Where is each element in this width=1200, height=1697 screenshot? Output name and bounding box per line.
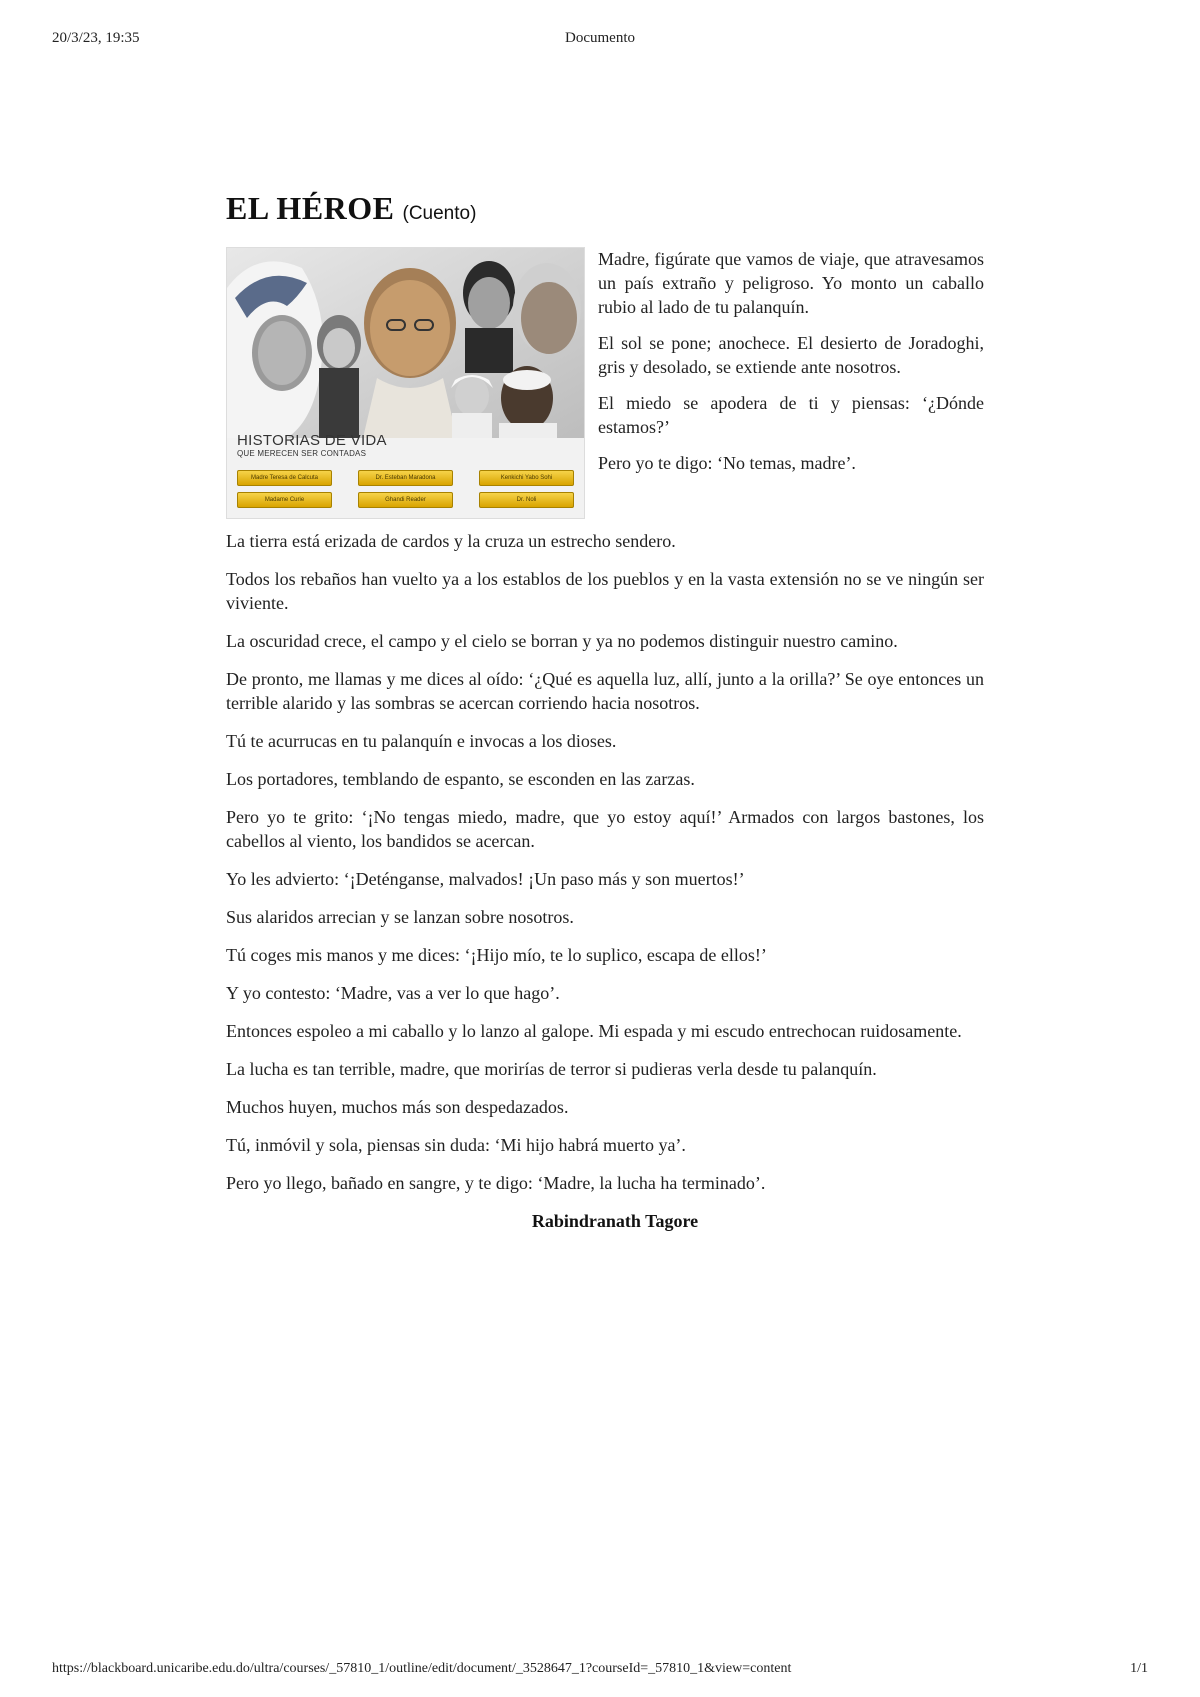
paragraph: Muchos huyen, muchos más son despedazados. [226, 1097, 569, 1117]
paragraph: Y yo contesto: ‘Madre, vas a ver lo que hago’. [226, 983, 560, 1003]
historias-de-vida-image [226, 247, 585, 519]
paragraph: Pero yo te grito: ‘¡No tengas miedo, madre, que yo estoy aquí!’ Armados con largos bastones, los cabellos al viento, los bandidos se acercan. [226, 807, 984, 851]
print-url: https://blackboard.unicaribe.edu.do/ultra/courses/_57810_1/outline/edit/document/_3528647_1?courseId=_57810_1&view=content [52, 1661, 792, 1676]
card-button: Ghandi Reader [358, 492, 453, 508]
print-document-title: Documento [565, 30, 635, 46]
card-title: HISTORIAS DE VIDA [237, 432, 387, 449]
story-body [226, 529, 984, 1233]
document-content [226, 190, 984, 1233]
document-subtitle: (Cuento) [402, 203, 477, 224]
paragraph: Sus alaridos arrecian y se lanzan sobre nosotros. [226, 907, 574, 927]
intro-text [598, 247, 984, 487]
print-footer [52, 1661, 1148, 1683]
paragraph: El miedo se apodera de ti y piensas: ‘¿Dónde estamos?’ [598, 393, 984, 437]
card-subtitle: QUE MERECEN SER CONTADAS [237, 449, 367, 458]
paragraph: La lucha es tan terrible, madre, que morirías de terror si pudieras verla desde tu palanquín. [226, 1059, 877, 1079]
print-date: 20/3/23, 19:35 [52, 30, 140, 46]
card-button-grid [237, 470, 574, 508]
paragraph: Entonces espoleo a mi caballo y lo lanzo al galope. Mi espada y mi escudo entrechocan ruidosamente. [226, 1021, 962, 1041]
card-button: Dr. Esteban Maradona [358, 470, 453, 486]
paragraph: Madre, figúrate que vamos de viaje, que atravesamos un país extraño y peligroso. Yo monto un caballo rubio al lado de tu palanquín. [598, 249, 984, 317]
intro-section [226, 247, 984, 529]
card-button: Dr. Noli [479, 492, 574, 508]
paragraph: La oscuridad crece, el campo y el cielo se borran y ya no podemos distinguir nuestro camino. [226, 631, 898, 651]
paragraph: Tú te acurrucas en tu palanquín e invocas a los dioses. [226, 731, 617, 751]
paragraph: Pero yo te digo: ‘No temas, madre’. [598, 453, 856, 473]
page-number: 1/1 [1130, 1661, 1148, 1676]
paragraph: De pronto, me llamas y me dices al oído: ‘¿Qué es aquella luz, allí, junto a la orilla?’ Se oye entonces un terrible alarido y las sombras se acercan corriendo hacia nosotros. [226, 669, 984, 713]
card-button: Madre Teresa de Calcuta [237, 470, 332, 486]
paragraph: Los portadores, temblando de espanto, se esconden en las zarzas. [226, 769, 695, 789]
paragraph: El sol se pone; anochece. El desierto de Joradoghi, gris y desolado, se extiende ante nosotros. [598, 333, 984, 377]
paragraph: Tú, inmóvil y sola, piensas sin duda: ‘Mi hijo habrá muerto ya’. [226, 1135, 686, 1155]
paragraph: Yo les advierto: ‘¡Deténganse, malvados! ¡Un paso más y son muertos!’ [226, 869, 745, 889]
author-name: Rabindranath Tagore [531, 1211, 699, 1231]
print-header [52, 30, 1148, 52]
document-heading [226, 190, 984, 227]
paragraph: Todos los rebaños han vuelto ya a los establos de los pueblos y en la vasta extensión no se ve ningún ser viviente. [226, 569, 984, 613]
paragraph: Pero yo llego, bañado en sangre, y te digo: ‘Madre, la lucha ha terminado’. [226, 1173, 766, 1193]
paragraph: Tú coges mis manos y me dices: ‘¡Hijo mío, te lo suplico, escapa de ellos!’ [226, 945, 767, 965]
card-button: Madame Curie [237, 492, 332, 508]
paragraph: La tierra está erizada de cardos y la cruza un estrecho sendero. [226, 531, 676, 551]
portrait-collage-image [227, 248, 584, 438]
card-button: Kenkichi Yabo Sohi [479, 470, 574, 486]
document-title: EL HÉROE [226, 190, 395, 226]
